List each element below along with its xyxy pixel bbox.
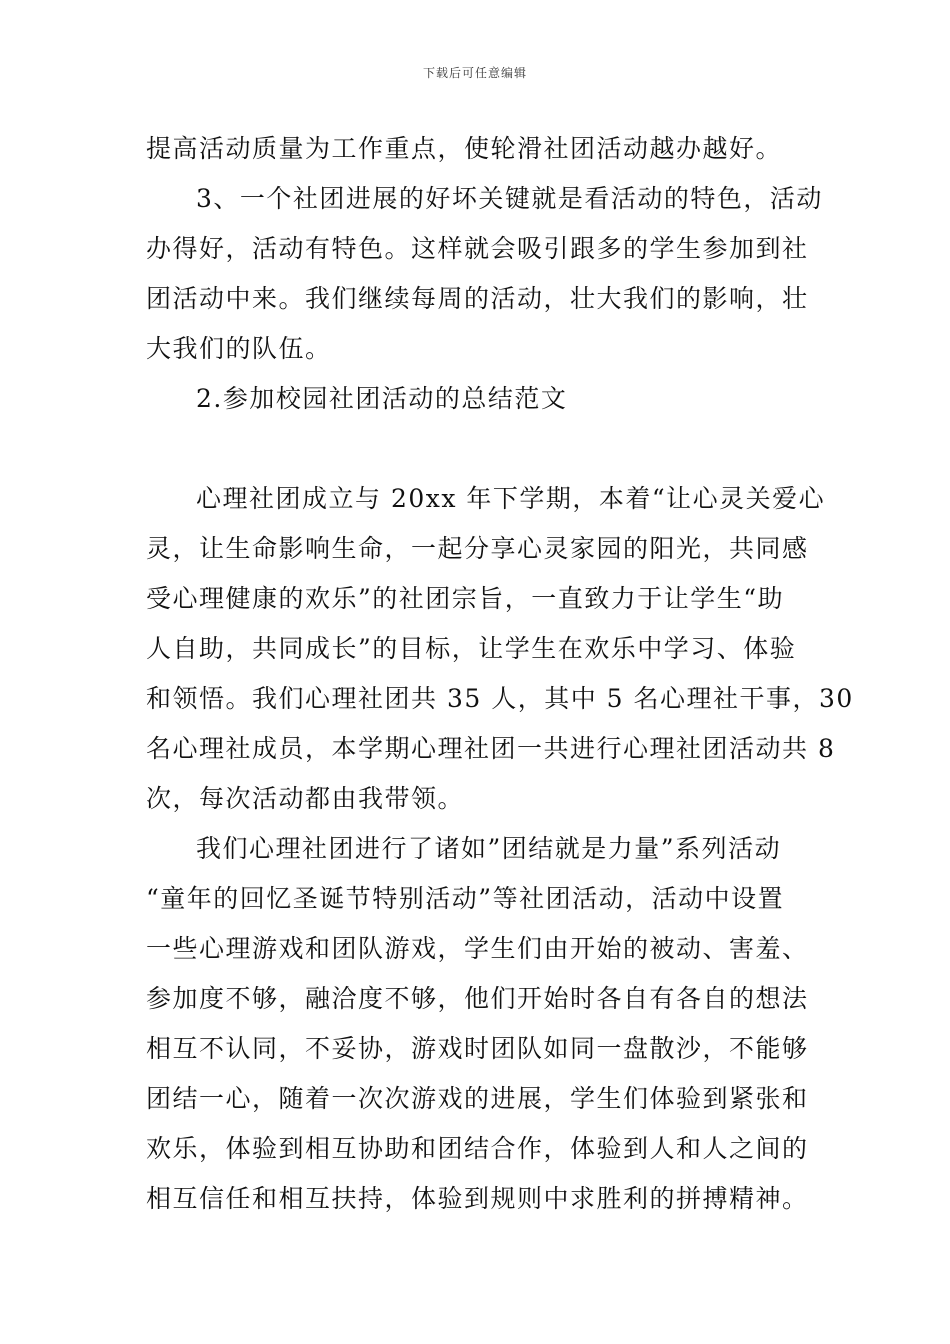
text-line: 团活动中来。我们继续每周的活动，壮大我们的影响，壮 <box>146 284 809 313</box>
text-line: 灵，让生命影响生命，一起分享心灵家园的阳光，共同感 <box>146 534 809 563</box>
text-line: “童年的回忆圣诞节特别活动”等社团活动，活动中设置 <box>146 884 785 913</box>
text-line: 相互不认同，不妥协，游戏时团队如同一盘散沙，不能够 <box>146 1034 809 1063</box>
text-line: 我们心理社团进行了诸如”团结就是力量”系列活动 <box>196 834 782 863</box>
text-line: 一些心理游戏和团队游戏，学生们由开始的被动、害羞、 <box>146 934 809 963</box>
text-line: 提高活动质量为工作重点，使轮滑社团活动越办越好。 <box>146 134 783 163</box>
text-line: 名心理社成员，本学期心理社团一共进行心理社团活动共 8 <box>146 734 836 763</box>
text-line: 次，每次活动都由我带领。 <box>146 784 465 813</box>
text-line: 和领悟。我们心理社团共 35 人，其中 5 名心理社干事，30 <box>146 684 854 713</box>
text-line: 大我们的队伍。 <box>146 334 332 363</box>
text-line: 相互信任和相互扶持，体验到规则中求胜利的拼搏精神。 <box>146 1184 809 1213</box>
text-line: 心理社团成立与 20xx 年下学期，本着“让心灵关爱心 <box>196 484 826 513</box>
page-header: 下载后可任意编辑 <box>422 66 527 80</box>
text-line: 人自助，共同成长”的目标，让学生在欢乐中学习、体验 <box>146 634 797 663</box>
text-line: 欢乐，体验到相互协助和团结合作，体验到人和人之间的 <box>146 1134 809 1163</box>
text-line: 办得好，活动有特色。这样就会吸引跟多的学生参加到社 <box>146 234 809 263</box>
text-line: 受心理健康的欢乐”的社团宗旨，一直致力于让学生“助 <box>146 584 785 613</box>
text-line: 3、一个社团进展的好坏关键就是看活动的特色，活动 <box>196 184 823 213</box>
section-heading: 2.参加校园社团活动的总结范文 <box>196 384 568 413</box>
text-line: 团结一心，随着一次次游戏的进展，学生们体验到紧张和 <box>146 1084 809 1113</box>
text-line: 参加度不够，融洽度不够，他们开始时各自有各自的想法 <box>146 984 809 1013</box>
